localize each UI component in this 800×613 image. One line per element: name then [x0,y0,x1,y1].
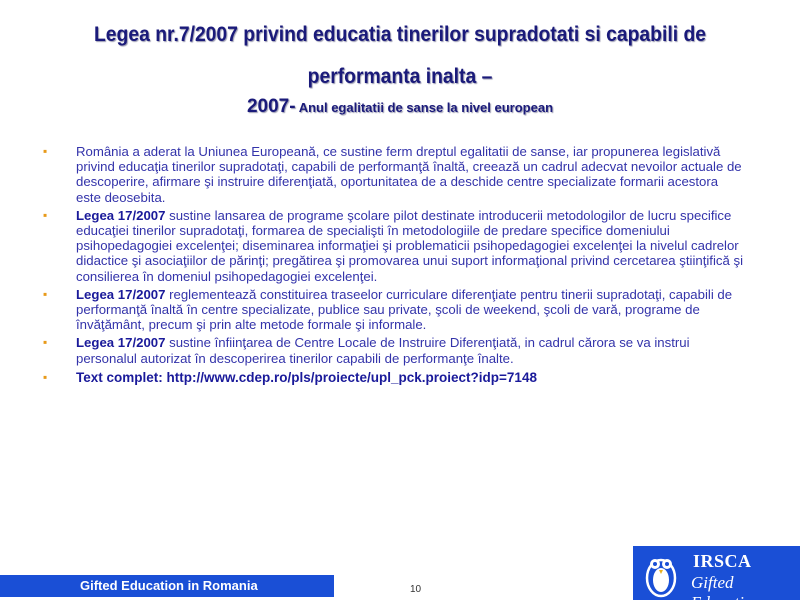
bullet-marker-icon: ▪ [43,335,48,350]
logo-org-name: IRSCA [693,551,752,571]
bullet-list [43,144,746,388]
full-text-link[interactable]: Text complet: http://www.cdep.ro/pls/proiecte/upl_pck.proiect?idp=7148 [76,369,537,385]
owl-icon [641,550,681,598]
bullet-text: sustine lansarea de programe şcolare pilot destinate introducerii metodologilor de lucru specifice educaţiei tinerilor supradotaţi, formarea de specialişti în metodologiile de predare specifice domeniului psihopedagogiei excelenţei; diseminarea informaţiei şi problematicii psihopedagogiei excelenţei la nivelul cadrelor didactice şi asociaţiilor de părinţi; pregătirea şi promovarea unui suport informaţional privind cercetarea ştiinţifică şi consilierea în domeniul psihopedagogiei excelenţei. [76,207,744,284]
title-subtitle: Anul egalitatii de sanse la nivel european [295,100,554,115]
bullet-marker-icon: ▪ [43,369,48,384]
bullet-text: sustine înfiinţarea de Centre Locale de Instruire Diferenţiată, in cadrul cărora se va instrui personalul autorizat în descoperirea tinerilor capabili de performanţe înalte. [76,335,690,366]
title-line-1: Legea nr.7/2007 privind educatia tinerilor supradotati si capabili de [93,23,707,46]
title-year: 2007- [246,96,296,117]
bullet-bold-text: Legea 17/2007 [76,286,166,302]
footer-bar [0,575,334,597]
slide-title [0,22,800,118]
bullet-item [43,335,746,366]
logo-tagline: Gifted Education [691,573,761,612]
bullet-marker-icon: ▪ [43,207,48,222]
bullet-text: reglementează constituirea traseelor curriculare diferenţiate pentru tinerii supradotaţi, capabili de performanţă înaltă în centre specializate, publice sau private, şcoli de weekend, şcoli de vară, programe de învăţământ, precum şi prin alte metode formale şi informale. [76,286,733,333]
bullet-bold-text: Legea 17/2007 [76,335,166,351]
bullet-item [43,286,746,333]
title-line-3 [0,96,800,118]
bullet-item-link [43,369,746,385]
page-number: 10 [410,584,422,595]
bullet-item [43,144,746,205]
title-line-2: performanta inalta – [307,65,493,88]
footer-label: Gifted Education in Romania [80,578,258,593]
bullet-marker-icon: ▪ [43,144,48,158]
irsca-logo [633,546,800,612]
bullet-item [43,207,746,284]
bullet-text: România a aderat la Uniunea Europeană, ce sustine ferm dreptul egalitatii de sanse, iar propunerea legislativă privind educaţia tinerilor supradotaţi, capabili de performanţă înaltă, creează un cadrul adecvat nevoilor actuale de descoperire, afirmare şi instruire diferenţiată, oportunitatea de a deschide centre specializate formarii acestora este deosebita. [76,144,742,205]
bullet-bold-text: Legea 17/2007 [76,207,166,223]
bullet-marker-icon: ▪ [43,286,48,301]
